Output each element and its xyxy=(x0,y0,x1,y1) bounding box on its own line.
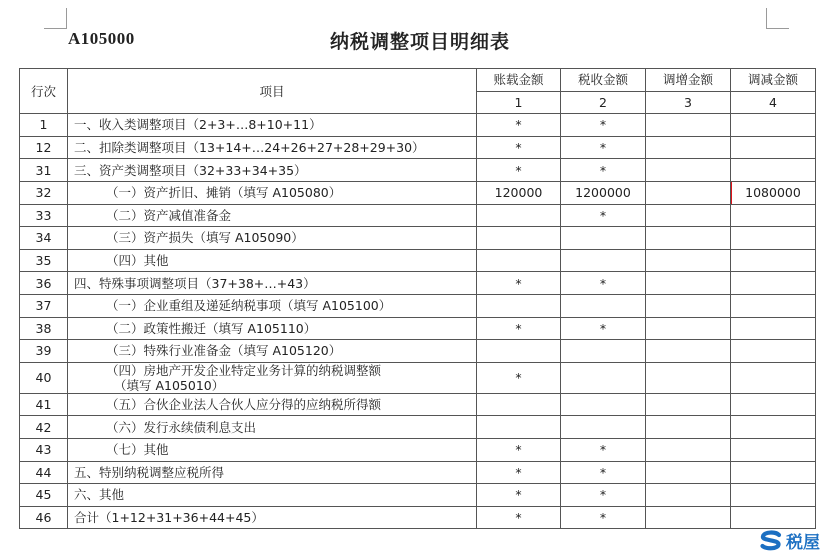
row-item: （三）特殊行业准备金（填写 A105120） xyxy=(68,340,477,363)
decrease-amount-cell xyxy=(731,181,816,204)
row-item: （一）资产折旧、摊销（填写 A105080） xyxy=(68,181,477,204)
row-number: 31 xyxy=(20,159,68,182)
increase-amount-cell xyxy=(646,159,731,182)
tax-amount-cell: * xyxy=(561,272,646,295)
row-item: 二、扣除类调整项目（13+14+…24+26+27+28+29+30） xyxy=(68,136,477,159)
row-item: 一、收入类调整项目（2+3+…8+10+11） xyxy=(68,114,477,137)
tax-amount-cell: * xyxy=(561,438,646,461)
row-number: 41 xyxy=(20,393,68,416)
row-item: （五）合伙企业法人合伙人应分得的应纳税所得额 xyxy=(68,393,477,416)
header-tax-amount: 税收金额 xyxy=(561,69,646,92)
decrease-amount-cell xyxy=(731,484,816,507)
page-corner-mark-left xyxy=(44,8,67,29)
decrease-amount-value: 1080000 xyxy=(745,185,801,201)
brand-logo xyxy=(758,528,820,553)
table-row xyxy=(20,506,816,529)
tax-amount-cell xyxy=(561,249,646,272)
decrease-amount-cell xyxy=(731,227,816,250)
row-number: 12 xyxy=(20,136,68,159)
increase-amount-cell xyxy=(646,362,731,393)
decrease-amount-cell xyxy=(731,114,816,137)
row-number: 1 xyxy=(20,114,68,137)
row-item: 三、资产类调整项目（32+33+34+35） xyxy=(68,159,477,182)
page-corner-mark-right xyxy=(766,8,789,29)
brand-text: 税屋 xyxy=(786,533,820,553)
header-book-amount: 账载金额 xyxy=(477,69,561,92)
s-logo-icon xyxy=(758,530,784,552)
decrease-amount-cell xyxy=(731,294,816,317)
book-amount-cell: * xyxy=(477,136,561,159)
decrease-amount-cell xyxy=(731,506,816,529)
book-amount-cell: * xyxy=(477,506,561,529)
row-item-line: （填写 A105010） xyxy=(114,377,225,393)
increase-amount-cell xyxy=(646,506,731,529)
increase-amount-cell xyxy=(646,461,731,484)
row-number: 46 xyxy=(20,506,68,529)
row-item-line: （四）房地产开发企业特定业务计算的纳税调整额 xyxy=(106,362,382,378)
increase-amount-cell xyxy=(646,272,731,295)
header-increase-amount: 调增金额 xyxy=(646,69,731,92)
book-amount-cell xyxy=(477,416,561,439)
row-number: 34 xyxy=(20,227,68,250)
book-amount-cell xyxy=(477,294,561,317)
table-row xyxy=(20,438,816,461)
increase-amount-cell xyxy=(646,294,731,317)
table-row xyxy=(20,362,816,393)
tax-amount-cell xyxy=(561,362,646,393)
header-col-number: 1 xyxy=(477,91,561,114)
table-body xyxy=(20,114,816,529)
book-amount-cell: * xyxy=(477,272,561,295)
tax-amount-cell xyxy=(561,416,646,439)
table-row xyxy=(20,249,816,272)
header-row-no: 行次 xyxy=(20,69,68,114)
book-amount-cell xyxy=(477,340,561,363)
header-col-number: 2 xyxy=(561,91,646,114)
book-amount-cell: * xyxy=(477,461,561,484)
table-row xyxy=(20,393,816,416)
increase-amount-cell xyxy=(646,114,731,137)
book-amount-cell: 120000 xyxy=(477,181,561,204)
row-item: （六）发行永续债利息支出 xyxy=(68,416,477,439)
page-title: 纳税调整项目明细表 xyxy=(330,31,511,53)
book-amount-cell xyxy=(477,227,561,250)
tax-adjustment-table xyxy=(19,68,816,529)
book-amount-cell: * xyxy=(477,438,561,461)
decrease-amount-cell xyxy=(731,249,816,272)
tax-amount-cell: * xyxy=(561,204,646,227)
tax-amount-cell: * xyxy=(561,159,646,182)
row-number: 40 xyxy=(20,362,68,393)
table-row xyxy=(20,114,816,137)
tax-amount-cell: * xyxy=(561,114,646,137)
increase-amount-cell xyxy=(646,340,731,363)
row-number: 33 xyxy=(20,204,68,227)
table-row xyxy=(20,204,816,227)
book-amount-cell xyxy=(477,393,561,416)
row-number: 36 xyxy=(20,272,68,295)
book-amount-cell xyxy=(477,204,561,227)
tax-amount-cell: * xyxy=(561,136,646,159)
form-code: A105000 xyxy=(68,29,135,48)
table-row xyxy=(20,317,816,340)
increase-amount-cell xyxy=(646,227,731,250)
decrease-amount-cell xyxy=(731,416,816,439)
table-row xyxy=(20,416,816,439)
row-number: 43 xyxy=(20,438,68,461)
decrease-amount-cell xyxy=(731,362,816,393)
decrease-amount-cell xyxy=(731,204,816,227)
row-number: 38 xyxy=(20,317,68,340)
row-item: （二）政策性搬迁（填写 A105110） xyxy=(68,317,477,340)
table-row xyxy=(20,227,816,250)
book-amount-cell: * xyxy=(477,317,561,340)
decrease-amount-cell xyxy=(731,393,816,416)
table-row xyxy=(20,484,816,507)
row-number: 35 xyxy=(20,249,68,272)
header-decrease-amount: 调减金额 xyxy=(731,69,816,92)
row-item: （七）其他 xyxy=(68,438,477,461)
book-amount-cell: * xyxy=(477,484,561,507)
table-row xyxy=(20,340,816,363)
row-number: 32 xyxy=(20,181,68,204)
table-row xyxy=(20,294,816,317)
book-amount-cell: * xyxy=(477,114,561,137)
header-col-number: 3 xyxy=(646,91,731,114)
tax-amount-cell: * xyxy=(561,317,646,340)
decrease-amount-cell xyxy=(731,317,816,340)
row-item: 四、特殊事项调整项目（37+38+…+43） xyxy=(68,272,477,295)
row-item: （一）企业重组及递延纳税事项（填写 A105100） xyxy=(68,294,477,317)
table-header-row xyxy=(20,69,816,92)
book-amount-cell: * xyxy=(477,159,561,182)
row-item: 六、其他 xyxy=(68,484,477,507)
tax-amount-cell: * xyxy=(561,461,646,484)
row-item: （三）资产损失（填写 A105090） xyxy=(68,227,477,250)
increase-amount-cell xyxy=(646,181,731,204)
increase-amount-cell xyxy=(646,204,731,227)
header-col-number: 4 xyxy=(731,91,816,114)
tax-amount-cell xyxy=(561,227,646,250)
decrease-amount-cell xyxy=(731,438,816,461)
increase-amount-cell xyxy=(646,438,731,461)
increase-amount-cell xyxy=(646,416,731,439)
tax-amount-cell xyxy=(561,393,646,416)
book-amount-cell: * xyxy=(477,362,561,393)
row-item: （二）资产减值准备金 xyxy=(68,204,477,227)
increase-amount-cell xyxy=(646,393,731,416)
table-row xyxy=(20,272,816,295)
row-item: 合计（1+12+31+36+44+45） xyxy=(68,506,477,529)
tax-amount-cell: 1200000 xyxy=(561,181,646,204)
row-number: 39 xyxy=(20,340,68,363)
table-row xyxy=(20,136,816,159)
table-row xyxy=(20,461,816,484)
tax-amount-cell: * xyxy=(561,506,646,529)
decrease-amount-cell xyxy=(731,136,816,159)
row-item: （四）其他 xyxy=(68,249,477,272)
tax-amount-cell xyxy=(561,340,646,363)
decrease-amount-cell xyxy=(731,159,816,182)
row-number: 44 xyxy=(20,461,68,484)
book-amount-cell xyxy=(477,249,561,272)
row-item: 五、特别纳税调整应税所得 xyxy=(68,461,477,484)
decrease-amount-cell xyxy=(731,340,816,363)
row-item xyxy=(68,362,477,393)
table-row xyxy=(20,181,816,204)
tax-amount-cell: * xyxy=(561,484,646,507)
header-item: 项目 xyxy=(68,69,477,114)
row-number: 45 xyxy=(20,484,68,507)
increase-amount-cell xyxy=(646,249,731,272)
decrease-amount-cell xyxy=(731,272,816,295)
decrease-amount-cell xyxy=(731,461,816,484)
tax-amount-cell xyxy=(561,294,646,317)
increase-amount-cell xyxy=(646,484,731,507)
increase-amount-cell xyxy=(646,136,731,159)
row-number: 42 xyxy=(20,416,68,439)
increase-amount-cell xyxy=(646,317,731,340)
row-number: 37 xyxy=(20,294,68,317)
table-row xyxy=(20,159,816,182)
